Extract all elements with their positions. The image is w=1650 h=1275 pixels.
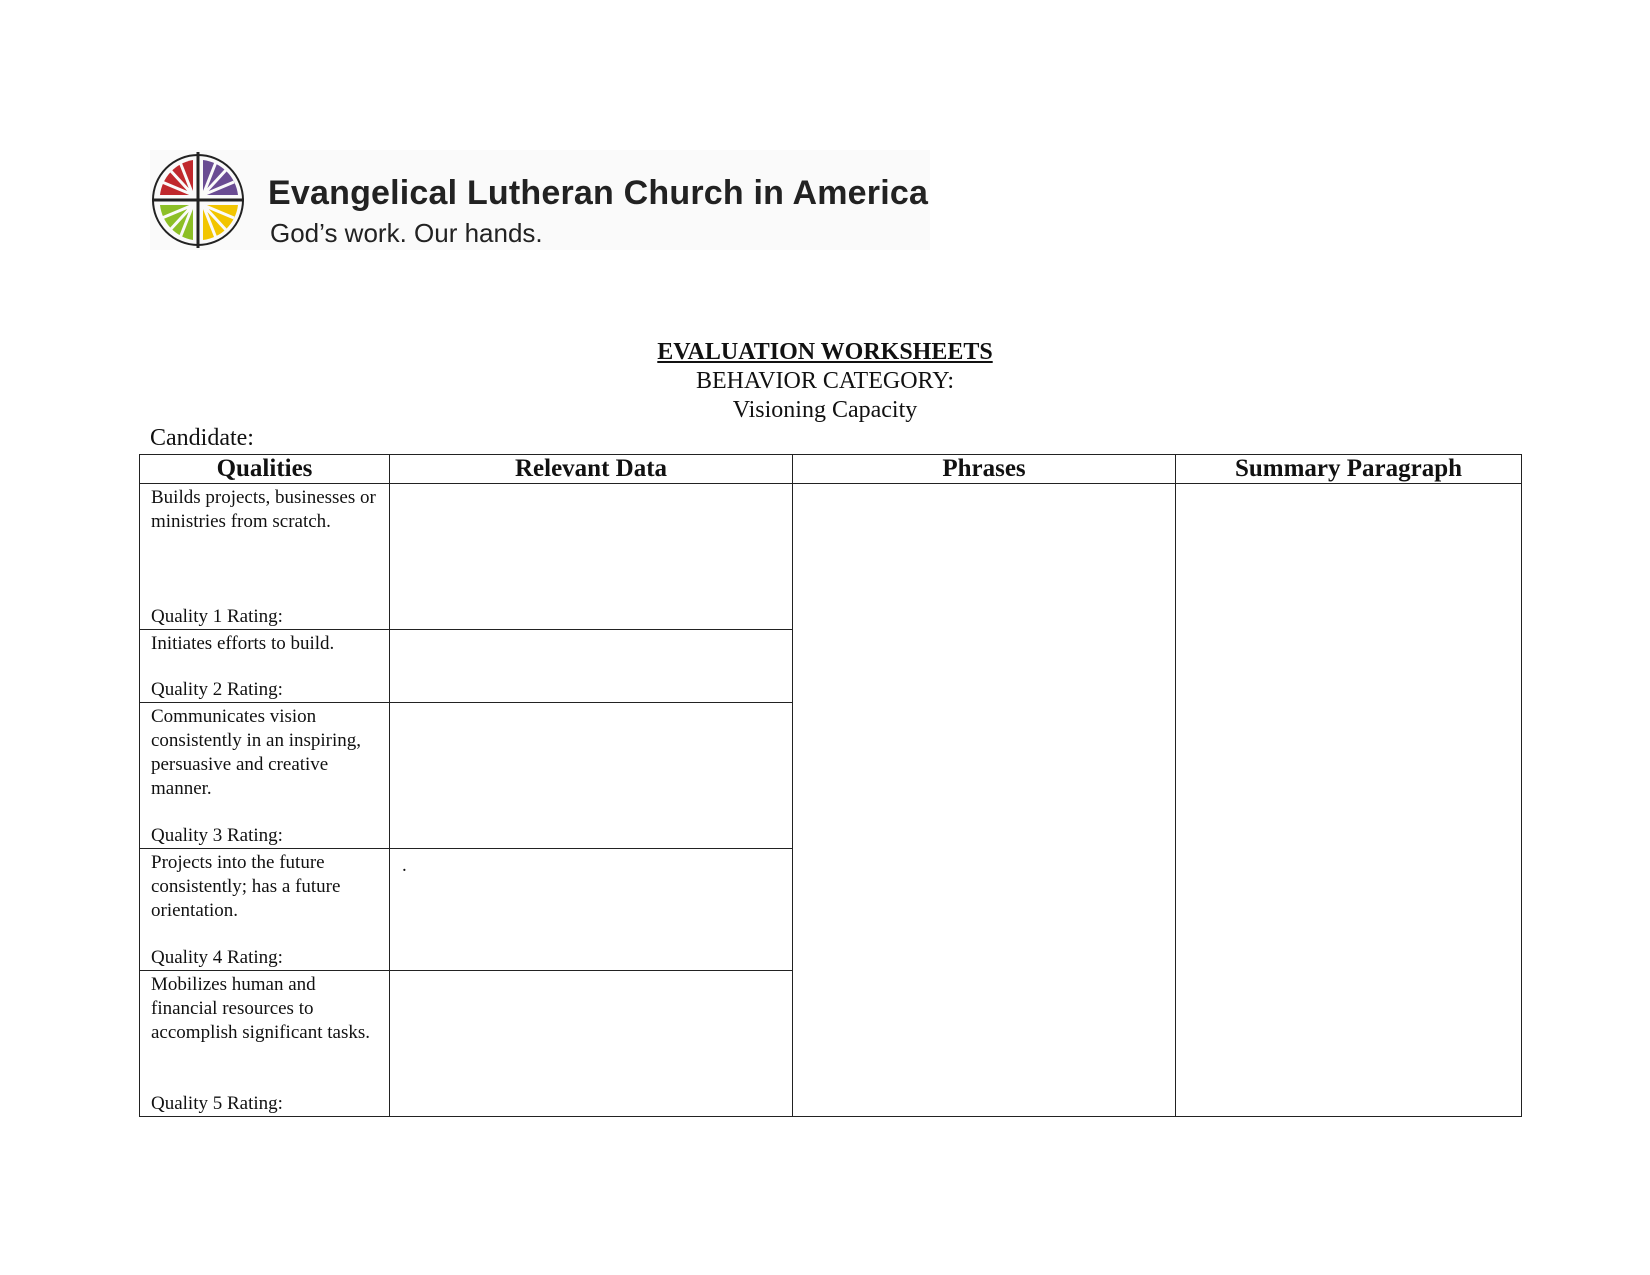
column-header-summary-paragraph: Summary Paragraph xyxy=(1176,455,1522,484)
relevant-data-cell[interactable]: . xyxy=(390,849,793,971)
relevant-data-cell[interactable] xyxy=(390,484,793,630)
page-title: EVALUATION WORKSHEETS xyxy=(657,339,993,365)
candidate-label: Candidate: xyxy=(150,425,254,451)
quality-rating-label: Quality 3 Rating: xyxy=(151,825,283,846)
relevant-data-cell[interactable] xyxy=(390,971,793,1117)
relevant-data-cell[interactable] xyxy=(390,630,793,703)
elca-logo xyxy=(150,150,930,250)
table-header-row xyxy=(140,455,1522,484)
phrases-cell[interactable] xyxy=(793,484,1176,1117)
quality-description: Builds projects, businesses or ministries from scratch. xyxy=(151,487,376,532)
behavior-category-label: BEHAVIOR CATEGORY: xyxy=(695,368,955,394)
quality-rating-label: Quality 1 Rating: xyxy=(151,606,283,627)
quality-cell xyxy=(140,630,390,703)
column-header-qualities: Qualities xyxy=(140,455,390,484)
quality-rating-label: Quality 4 Rating: xyxy=(151,947,283,968)
behavior-category-name: Visioning Capacity xyxy=(732,397,918,423)
quality-cell xyxy=(140,849,390,971)
evaluation-table xyxy=(139,454,1522,1117)
column-header-phrases: Phrases xyxy=(793,455,1176,484)
quality-cell xyxy=(140,703,390,849)
quality-description: Initiates efforts to build. xyxy=(151,633,335,654)
organization-name: Evangelical Lutheran Church in America xyxy=(268,174,929,212)
table-row xyxy=(140,484,1522,630)
quality-description: Projects into the future consistently; has a future orientation. xyxy=(151,852,341,921)
column-header-relevant-data: Relevant Data xyxy=(390,455,793,484)
summary-paragraph-cell[interactable] xyxy=(1176,484,1522,1117)
relevant-data-cell[interactable] xyxy=(390,703,793,849)
quality-cell xyxy=(140,971,390,1117)
quality-description: Communicates vision consistently in an inspiring, persuasive and creative manner. xyxy=(151,706,362,799)
quality-rating-label: Quality 5 Rating: xyxy=(151,1093,283,1114)
cross-emblem-icon xyxy=(150,150,250,250)
quality-description: Mobilizes human and financial resources to accomplish significant tasks. xyxy=(151,974,370,1043)
quality-rating-label: Quality 2 Rating: xyxy=(151,679,283,700)
organization-tagline: God’s work. Our hands. xyxy=(270,218,543,248)
quality-cell xyxy=(140,484,390,630)
